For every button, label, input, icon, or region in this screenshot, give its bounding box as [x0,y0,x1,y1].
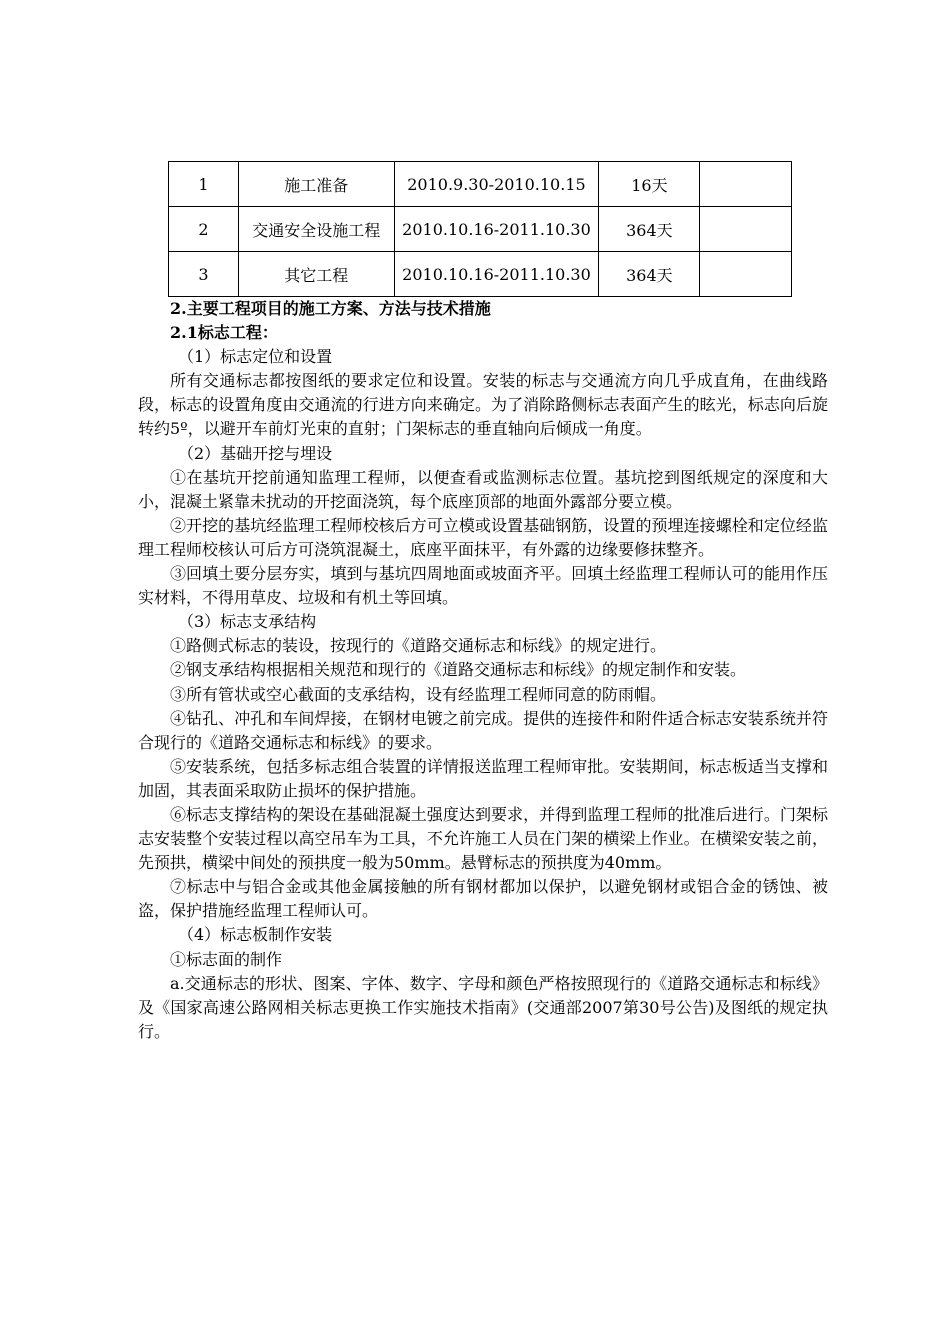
table-cell-remark [700,207,792,252]
document-body [138,297,828,1044]
table-cell-item: 施工准备 [239,162,395,207]
section-heading: 2.主要工程项目的施工方案、方法与技术措施 [170,299,491,318]
paragraph: ③回填土要分层夯实，填到与基坑四周地面或坡面齐平。回填土经监理工程师认可的能用作压实材料，不得用草皮、垃圾和有机土等回填。 [138,564,828,608]
paragraph: a.交通标志的形状、图案、字体、数字、字母和颜色严格按照现行的《道路交通标志和标线》及《国家高速公路网相关标志更换工作实施技术指南》(交通部2007第30号公告)及图纸的规定执行。 [138,973,828,1041]
table-cell-item: 交通安全设施工程 [239,207,395,252]
table-cell-period: 2010.10.16-2011.10.30 [394,252,599,297]
table-row [169,252,792,297]
table-row [169,207,792,252]
paragraph: ②钢支承结构根据相关规范和现行的《道路交通标志和标线》的规定制作和安装。 [170,660,747,680]
paragraph: ⑦标志中与铝合金或其他金属接触的所有钢材都加以保护，以避免钢材或铝合金的锈蚀、被盗，保护措施经监理工程师认可。 [138,877,828,921]
schedule-table [168,161,792,297]
table-cell-remark [700,162,792,207]
paragraph: ⑤安装系统，包括多标志组合装置的详情报送监理工程师审批。安装期间，标志板适当支撑和加固，其表面采取防止损坏的保护措施。 [138,756,828,800]
table-cell-duration: 16天 [599,162,700,207]
sub-item-title: ①标志面的制作 [170,949,283,969]
table-cell-remark [700,252,792,297]
paragraph: ①在基坑开挖前通知监理工程师，以便查看或监测标志位置。基坑挖到图纸规定的深度和大小，混凝土紧靠未扰动的开挖面浇筑，每个底座顶部的地面外露部分要立模。 [138,467,828,511]
table-cell-index: 3 [169,252,239,297]
item-title: （1）标志定位和设置 [178,347,333,367]
table-cell-duration: 364天 [599,252,700,297]
paragraph: ②开挖的基坑经监理工程师校核后方可立模或设置基础钢筋，设置的预埋连接螺栓和定位经监理工程师校核认可后方可浇筑混凝土，底座平面抹平，有外露的边缘要修抹整齐。 [138,515,828,559]
paragraph: ⑥标志支撑结构的架设在基础混凝土强度达到要求，并得到监理工程师的批准后进行。门架标志安装整个安装过程以高空吊车为工具，不允许施工人员在门架的横梁上作业。在横梁安装之前，先预拱，横梁中间处的预拱度一般为50mm。悬臂标志的预拱度为40mm。 [138,804,828,873]
item-title: （3）标志支承结构 [178,612,317,632]
subsection-heading: 2.1标志工程： [170,323,278,343]
table-cell-index: 1 [169,162,239,207]
table-cell-period: 2010.9.30-2010.10.15 [394,162,599,207]
table-row [169,162,792,207]
paragraph: ①路侧式标志的装设，按现行的《道路交通标志和标线》的规定进行。 [170,636,667,656]
table-cell-item: 其它工程 [239,252,395,297]
table-cell-duration: 364天 [599,207,700,252]
paragraph: ③所有管状或空心截面的支承结构，设有经监理工程师同意的防雨帽。 [170,684,667,704]
paragraph: 所有交通标志都按图纸的要求定位和设置。安装的标志与交通流方向几乎成直角，在曲线路段，标志的设置角度由交通流的行进方向来确定。为了消除路侧标志表面产生的眩光，标志向后旋转约5º，以避开车前灯光束的直射；门架标志的垂直轴向后倾成一角度。 [138,371,828,439]
item-title: （4）标志板制作安装 [178,925,333,945]
table-cell-index: 2 [169,207,239,252]
paragraph: ④钻孔、冲孔和车间焊接，在钢材电镀之前完成。提供的连接件和附件适合标志安装系统并符合现行的《道路交通标志和标线》的要求。 [138,708,828,752]
item-title: （2）基础开挖与埋设 [178,443,333,463]
table-cell-period: 2010.10.16-2011.10.30 [394,207,599,252]
